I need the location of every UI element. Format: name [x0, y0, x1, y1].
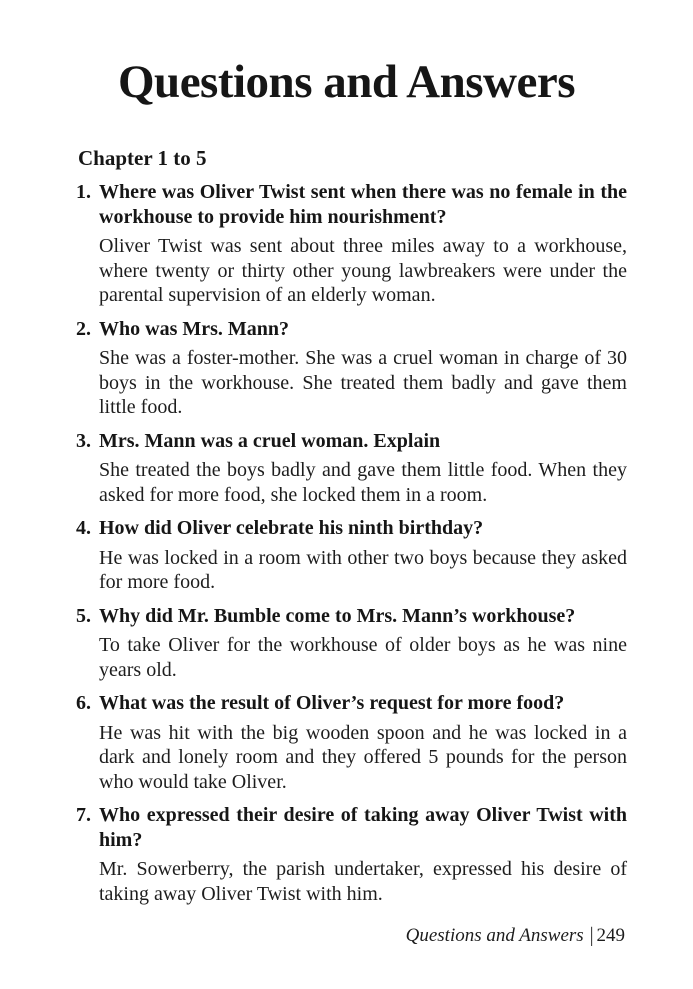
- qa-item: [76, 180, 627, 308]
- answer-text: She treated the boys badly and gave them little food. When they asked for more food, she locked them in a room.: [99, 459, 627, 506]
- question-row: [76, 317, 627, 342]
- question-number: 5.: [76, 604, 91, 627]
- question-text: Who was Mrs. Mann?: [99, 317, 290, 340]
- answer-text: Mr. Sowerberry, the parish undertaker, expressed his desire of taking away Oliver Twist with him.: [99, 858, 627, 905]
- question-number: 6.: [76, 692, 91, 715]
- page-footer: [406, 925, 625, 947]
- question-number: 4.: [76, 517, 91, 540]
- question-row: [76, 180, 627, 229]
- page-title: Questions and Answers: [118, 56, 575, 108]
- qa-item: [76, 691, 627, 794]
- qa-item: [76, 516, 627, 595]
- question-number: 1.: [76, 181, 91, 204]
- question-text: Why did Mr. Bumble come to Mrs. Mann’s workhouse?: [99, 604, 576, 627]
- footer-page-number: 249: [596, 925, 625, 946]
- question-number: 3.: [76, 429, 91, 452]
- answer-text: He was hit with the big wooden spoon and he was locked in a dark and lonely room and they offered 5 pounds for the person who would take Oliver.: [99, 721, 627, 793]
- qa-item: [76, 803, 627, 906]
- qa-list: [76, 180, 627, 906]
- question-row: [76, 516, 627, 541]
- question-text: Mrs. Mann was a cruel woman. Explain: [99, 429, 441, 452]
- footer-running-title: Questions and Answers: [405, 925, 584, 946]
- qa-item: [76, 317, 627, 420]
- answer-text: To take Oliver for the workhouse of older boys as he was nine years old.: [99, 634, 627, 681]
- footer-separator: |: [589, 923, 594, 947]
- question-text: What was the result of Oliver’s request for more food?: [99, 692, 565, 715]
- question-text: Who expressed their desire of taking away Oliver Twist with him?: [99, 804, 627, 851]
- answer-text: Oliver Twist was sent about three miles away to a workhouse, where twenty or thirty other young lawbreakers were under the parental supervision of an elderly woman.: [99, 235, 627, 307]
- qa-item: [76, 429, 627, 508]
- page-content: [76, 146, 627, 906]
- answer-text: She was a foster-mother. She was a cruel woman in charge of 30 boys in the workhouse. She treated them badly and gave them little food.: [99, 347, 627, 419]
- question-text: Where was Oliver Twist sent when there was no female in the workhouse to provide him nourishment?: [99, 181, 627, 228]
- question-row: [76, 429, 627, 454]
- question-row: [76, 604, 627, 629]
- question-row: [76, 803, 627, 852]
- question-text: How did Oliver celebrate his ninth birthday?: [99, 517, 484, 540]
- question-number: 2.: [76, 317, 91, 340]
- qa-item: [76, 604, 627, 683]
- question-row: [76, 691, 627, 716]
- answer-text: He was locked in a room with other two boys because they asked for more food.: [99, 546, 627, 594]
- question-number: 7.: [76, 804, 91, 827]
- chapter-heading: Chapter 1 to 5: [78, 146, 207, 171]
